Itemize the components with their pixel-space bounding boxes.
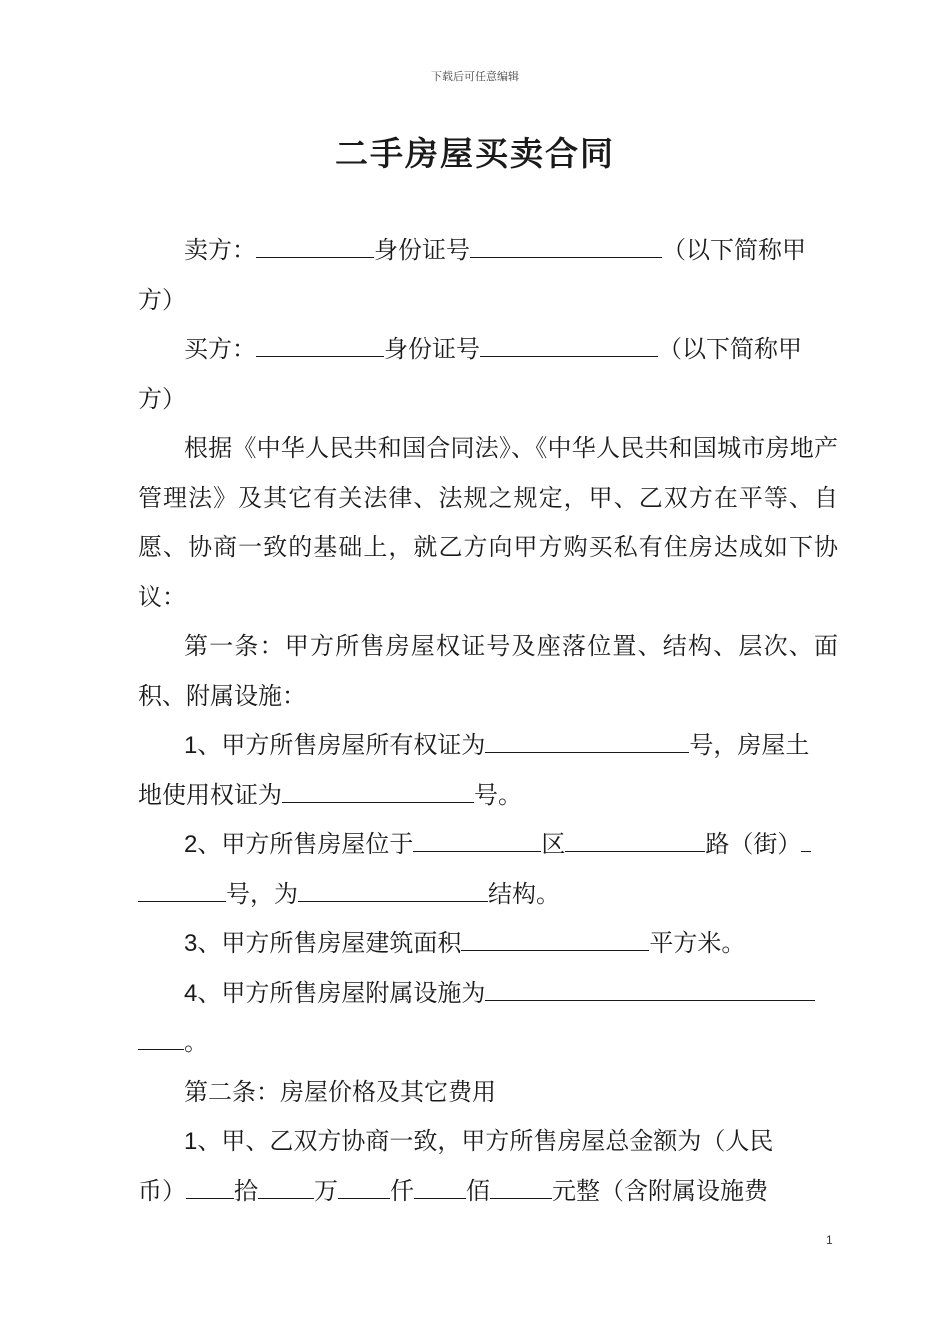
amount-blank-wan: [258, 1176, 314, 1199]
item-text: 币）: [138, 1176, 186, 1205]
item-number: 1: [184, 1128, 198, 1155]
header-note: 下载后可任意编辑: [431, 70, 519, 83]
seller-label: 卖方：: [184, 236, 256, 264]
buyer-label: 买方：: [184, 335, 256, 363]
item-text: 区: [541, 830, 566, 858]
number-blank-start: [801, 829, 811, 852]
item-text: 路（街）: [705, 830, 802, 858]
unit-text: 万: [314, 1176, 338, 1205]
article2-heading: 第二条：房屋价格及其它费用: [184, 1077, 496, 1106]
article1-item1-line2: [138, 771, 838, 821]
article1-item3-line: [138, 919, 838, 969]
ownership-cert-blank: [485, 730, 689, 753]
road-blank: [565, 829, 705, 852]
facilities-blank: [485, 978, 815, 1001]
article1-item2-line1: [138, 820, 838, 870]
buyer-name-blank: [256, 334, 384, 357]
facilities-blank-cont: [138, 1027, 184, 1050]
article1-item1-line1: [138, 721, 838, 771]
unit-text: 拾: [234, 1176, 258, 1205]
amount-blank-shi: [186, 1176, 234, 1199]
item-text: 、甲方所售房屋建筑面积: [197, 929, 462, 957]
unit-text: 佰: [466, 1176, 490, 1205]
buyer-id-label: 身份证号: [384, 335, 480, 363]
article1-item4-line2: [138, 1018, 838, 1068]
item-text: 号，为: [226, 879, 298, 908]
item-text: 结构。: [488, 879, 560, 908]
item-text: 地使用权证为: [138, 780, 282, 809]
area-blank: [461, 928, 649, 951]
buyer-line-cont: 方）: [138, 384, 186, 413]
article2-item1-line1: [138, 1117, 838, 1167]
unit-text: 仟: [390, 1176, 414, 1205]
article1-item4-line1: [138, 969, 838, 1019]
seller-id-label: 身份证号: [374, 236, 470, 264]
article2-item1-line2: [138, 1167, 838, 1217]
item-number: 1: [184, 732, 198, 759]
item-text: 、甲、乙双方协商一致，甲方所售房屋总金额为（人民: [197, 1127, 774, 1155]
article1-item2-line2: [138, 870, 838, 920]
document-title: 二手房屋买卖合同: [335, 134, 615, 173]
amount-blank-bai: [414, 1176, 466, 1199]
article1-heading: 第一条：甲方所售房屋权证号及座落位置、结构、层次、面积、附属设施：: [138, 632, 838, 710]
amount-blank-qian: [338, 1176, 390, 1199]
unit-text: 元整（含附属设施费: [552, 1176, 768, 1205]
seller-suffix: （以下简称甲: [662, 236, 806, 264]
seller-line: [138, 226, 838, 276]
amount-blank-yuan: [490, 1176, 552, 1199]
item-text: 号。: [474, 780, 522, 809]
district-blank: [413, 829, 541, 852]
item-number: 2: [184, 831, 198, 858]
item-text: 、甲方所售房屋所有权证为: [197, 731, 486, 759]
item-text: 。: [184, 1028, 208, 1056]
item-text: 平方米。: [649, 929, 746, 957]
seller-line-cont: 方）: [138, 285, 186, 314]
item-text: 、甲方所售房屋位于: [197, 830, 414, 858]
buyer-suffix: （以下简称甲: [658, 335, 802, 363]
item-number: 4: [184, 979, 198, 1007]
buyer-id-blank: [480, 334, 658, 357]
item-text: 号，房屋土: [689, 731, 810, 759]
seller-name-blank: [256, 235, 374, 258]
buyer-line: [138, 325, 838, 375]
structure-blank: [298, 879, 488, 902]
seller-id-blank: [470, 235, 662, 258]
preamble-paragraph: 根据《中华人民共和国合同法》、《中华人民共和国城市房地产管理法》及其它有关法律、法规之规定，甲、乙双方在平等、自愿、协商一致的基础上，就乙方向甲方购买私有住房达成如下协议：: [138, 434, 838, 611]
item-text: 、甲方所售房屋附属设施为: [197, 978, 486, 1007]
item-number: 3: [184, 930, 198, 957]
page-number: 1: [826, 1233, 833, 1247]
contract-body: [138, 226, 838, 1216]
land-cert-blank: [282, 780, 474, 803]
number-blank: [138, 879, 226, 902]
